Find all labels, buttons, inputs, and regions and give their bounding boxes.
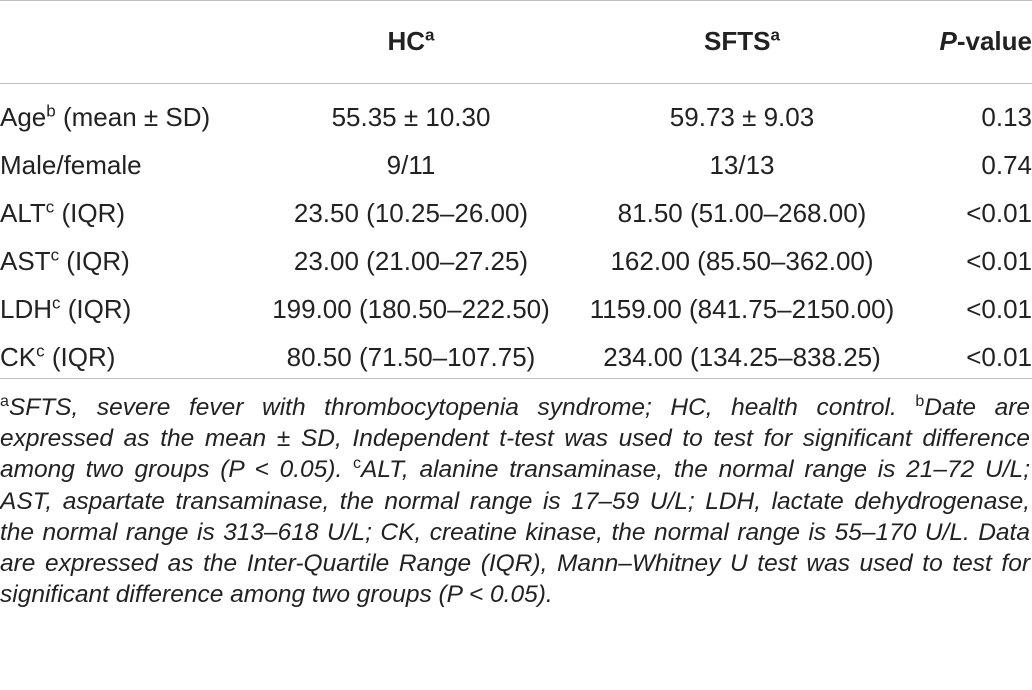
footnote-b-text: Date are expressed as the mean ± SD, Independent t-test was used to test for significant difference among two groups (P < 0.05). <box>0 394 1031 484</box>
p-value: 0.74 <box>981 149 1032 180</box>
table-row <box>0 285 1032 333</box>
row-label: LDH$^c$ (IQR) <box>0 292 132 324</box>
row-label: Male/female <box>0 149 142 180</box>
table-row <box>0 141 1032 189</box>
row-label: AST$^c$ (IQR) <box>0 244 130 276</box>
p-value: <0.01 <box>966 293 1032 324</box>
footnote-marker-a: a <box>0 392 9 410</box>
p-value: <0.01 <box>966 245 1032 276</box>
hc-value: 23.00 (21.00–27.25) <box>293 245 529 276</box>
sfts-value: 234.00 (134.25–838.25) <box>603 341 881 372</box>
footnote-a-text: SFTS, severe fever with thrombocytopenia syndrome; HC, health control. <box>8 394 916 421</box>
sfts-value: 81.50 (51.00–268.00) <box>617 197 867 228</box>
header-empty-cell <box>0 0 250 83</box>
sfts-value: 162.00 (85.50–362.00) <box>610 245 874 276</box>
hc-value: 55.35 ± 10.30 <box>331 101 491 132</box>
p-value: 0.13 <box>981 101 1032 132</box>
header-p-value: P-value <box>939 26 1032 56</box>
table-row <box>0 189 1032 237</box>
footnote-marker-c: c <box>353 455 362 473</box>
table-header-row <box>0 0 1032 83</box>
header-sfts: SFTS$^a$ <box>704 25 780 56</box>
table-row <box>0 83 1032 141</box>
table-row <box>0 333 1032 381</box>
row-label: ALT$^c$ (IQR) <box>0 196 126 228</box>
sfts-value: 1159.00 (841.75–2150.00) <box>589 293 895 324</box>
p-value: <0.01 <box>966 197 1032 228</box>
sfts-value: 13/13 <box>709 149 775 180</box>
row-label: $CK^c$ (IQR) <box>0 340 116 372</box>
p-value: <0.01 <box>966 341 1032 372</box>
hc-value: 199.00 (180.50–222.50) <box>272 293 550 324</box>
hc-value: 80.50 (71.50–107.75) <box>286 341 536 372</box>
hc-value: 9/11 <box>386 149 436 180</box>
header-hc: $HC^a$ <box>387 25 435 56</box>
table-row <box>0 237 1032 285</box>
footnote-c-text: ALT, alanine transaminase, the normal range is 21–72 U/L; AST, aspartate transaminase, the normal range is 17–59 U/L; LDH, lactate dehydrogenase, the normal range is 313–618 U/L; CK, creatine kinase, the normal range is 55–170 U/L. Data are expressed as the Inter-Quartile Range (IQR), Mann–Whitney U test was used to test for significant difference among two groups (P < 0.05). <box>0 456 1030 609</box>
hc-value: 23.50 (10.25–26.00) <box>293 197 529 228</box>
sfts-value: 59.73 ± 9.03 <box>669 101 815 132</box>
table-footnotes <box>0 392 1030 610</box>
footnote-marker-b: b <box>915 392 925 410</box>
row-label: Age$^b$ (mean ± SD) <box>0 100 211 132</box>
